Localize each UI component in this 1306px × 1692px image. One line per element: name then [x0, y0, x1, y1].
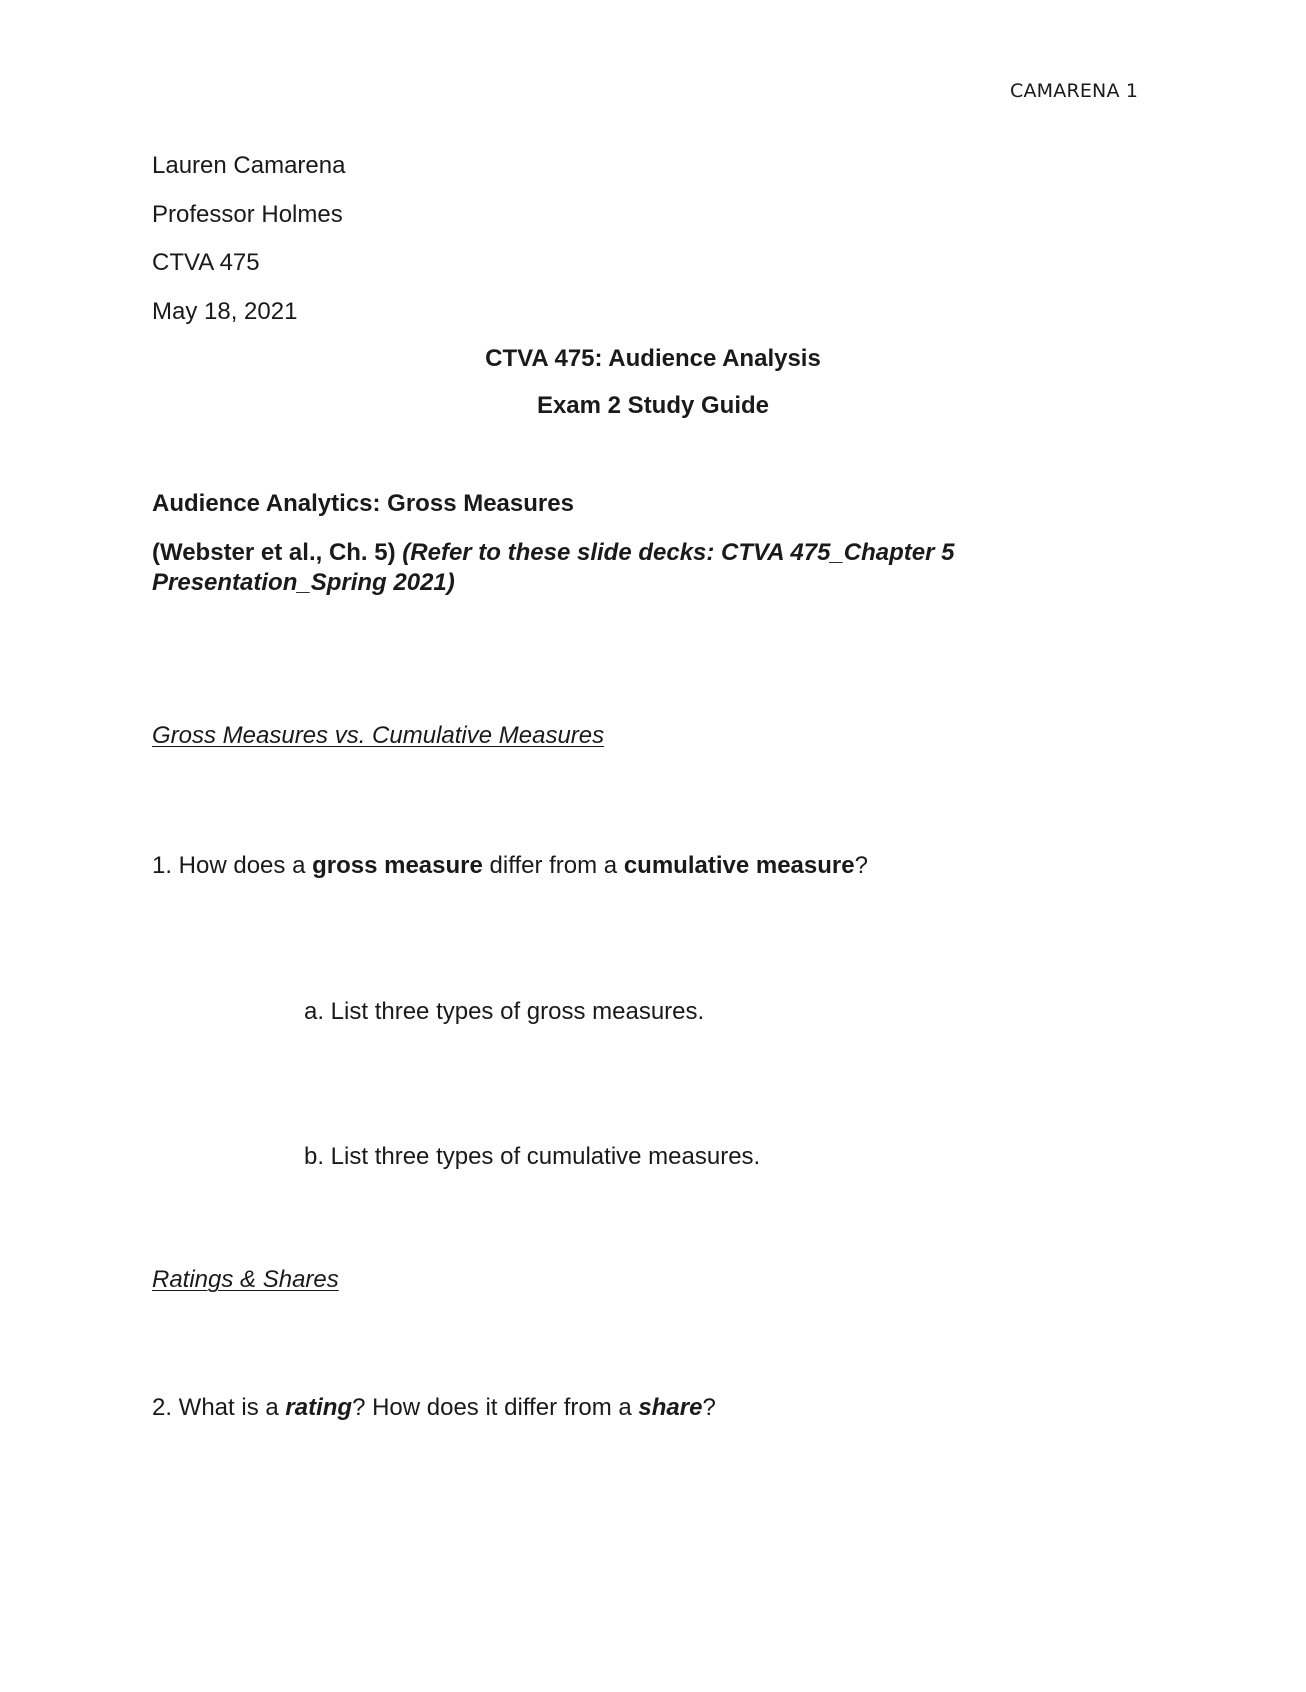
question-1-prefix: 1. How does a	[152, 852, 313, 879]
question-1b: b. List three types of cumulative measures.	[304, 1143, 761, 1170]
reference-note: (Refer to these slide decks: CTVA 475_Chapter 5 Presentation_Spring 2021)	[152, 539, 955, 596]
question-1-term-gross: gross measure	[312, 852, 483, 879]
question-2-prefix: 2. What is a	[152, 1394, 286, 1421]
section-title-rest: Measures	[463, 490, 574, 517]
course-code: CTVA 475	[152, 249, 260, 276]
question-2-suffix: ?	[702, 1394, 716, 1421]
reference-citation: (Webster et al., Ch. 5)	[152, 539, 403, 566]
section-title	[152, 490, 574, 518]
subsection-heading-ratings-shares: Ratings & Shares	[152, 1266, 339, 1293]
document-date: May 18, 2021	[152, 298, 298, 325]
author-name: Lauren Camarena	[152, 152, 346, 179]
section-reference	[152, 538, 1162, 598]
section-title-bold: Audience Analytics: Gross	[152, 490, 464, 517]
question-1-middle: differ from a	[482, 852, 624, 879]
document-title: CTVA 475: Audience Analysis	[485, 345, 821, 372]
question-1-term-cumulative: cumulative measure	[623, 852, 855, 879]
question-1-suffix: ?	[854, 852, 868, 879]
question-2-term-share: share	[638, 1394, 703, 1421]
question-1	[152, 852, 868, 880]
question-2-middle: ? How does it differ from a	[352, 1394, 639, 1421]
question-1a: a. List three types of gross measures.	[304, 998, 705, 1025]
question-2	[152, 1394, 716, 1422]
subsection-heading-gross-cumulative: Gross Measures vs. Cumulative Measures	[152, 722, 605, 749]
running-head: CAMARENA 1	[1010, 80, 1139, 102]
question-2-term-rating: rating	[285, 1394, 353, 1421]
document-subtitle: Exam 2 Study Guide	[536, 392, 770, 419]
professor-name: Professor Holmes	[152, 201, 343, 228]
